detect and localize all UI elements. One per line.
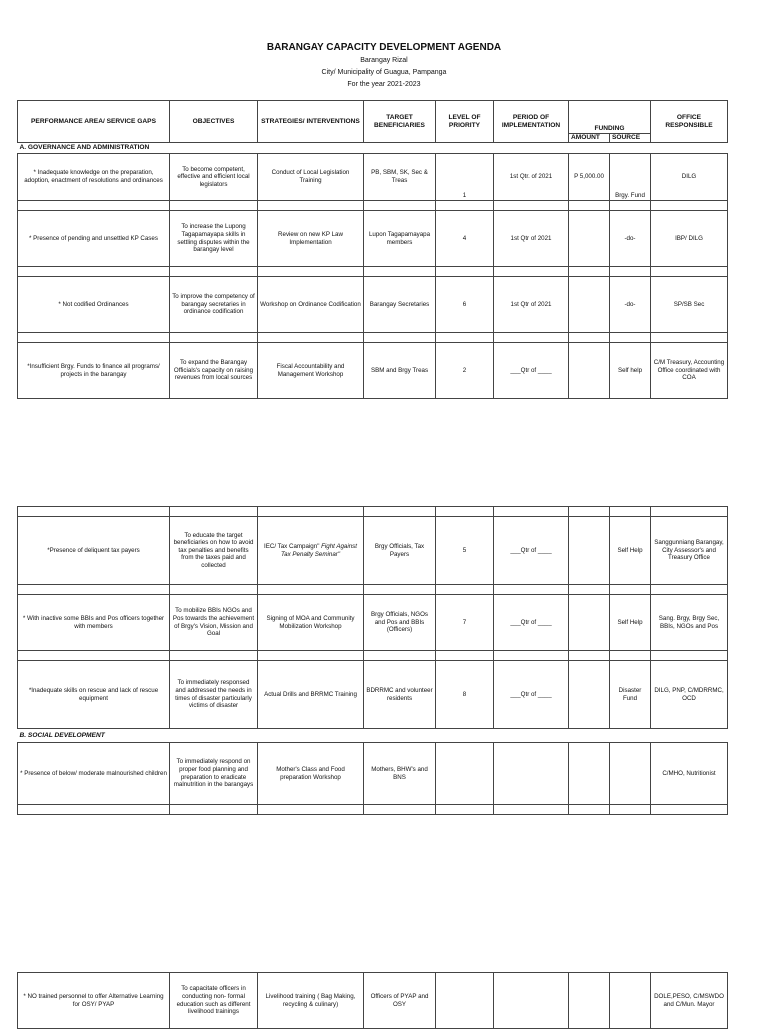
cell-office: DILG, PNP, C/MDRRMC, OCD <box>651 661 728 729</box>
cell-period: ___Qtr of ____ <box>494 517 569 585</box>
table-row <box>18 743 728 805</box>
cell-gap: * NO trained personnel to offer Alternative Learning for OSY/ PYAP <box>18 973 170 1029</box>
cell-gap: * Not codified Ordinances <box>18 277 170 333</box>
cell-office: DOLE,PESO, C/MSWDO and C/Mun. Mayor <box>651 973 728 1029</box>
cell-priority <box>436 743 494 805</box>
cell-gap: *Inadequate skills on rescue and lack of rescue equipment <box>18 661 170 729</box>
spacer-row <box>18 267 728 277</box>
cell-source <box>610 743 651 805</box>
cell-priority: 6 <box>436 277 494 333</box>
cell-period: 1st Qtr of 2021 <box>494 211 569 267</box>
cell-objective: To educate the target beneficiaries on how to avoid tax penalties and benefits from the taxes paid and collected <box>170 517 258 585</box>
cell-amount <box>569 517 610 585</box>
cell-priority: 4 <box>436 211 494 267</box>
section-row <box>18 729 728 743</box>
cell-amount <box>569 661 610 729</box>
cell-amount <box>569 743 610 805</box>
table-row <box>18 517 728 585</box>
agenda-table-3 <box>17 972 728 1029</box>
cell-objective: To become competent, effective and efficient local legislators <box>170 154 258 201</box>
cell-source: Self Help <box>610 595 651 651</box>
cell-objective: To immediately responsed and addressed the needs in times of disaster particularly victims of disaster <box>170 661 258 729</box>
cell-amount <box>569 595 610 651</box>
cell-strategy: Livelihood training ( Bag Making, recycling & culinary) <box>258 973 364 1029</box>
cell-gap: * Inadequate knowledge on the preparation, adoption, enactment of resolutions and ordinances <box>18 154 170 201</box>
col-target: TARGET BENEFICIARIES <box>364 101 436 143</box>
table-row <box>18 595 728 651</box>
cell-objective: To mobilize BBIs NGOs and Pos towards the achievement of Brgy's Vision, Mission and Goal <box>170 595 258 651</box>
cell-objective: To increase the Lupong Tagapamayapa skills in settling disputes within the barangay level <box>170 211 258 267</box>
cell-priority <box>436 973 494 1029</box>
strategy-text: IEC/ Tax Campaign" <box>264 542 322 550</box>
cell-strategy: Signing of MOA and Community Mobilization Workshop <box>258 595 364 651</box>
cell-gap: *Presence of deliquent tax payers <box>18 517 170 585</box>
cell-strategy <box>258 517 364 585</box>
cell-gap: * With inactive some BBIs and Pos officers together with members <box>18 595 170 651</box>
barangay-name: Barangay Rizal <box>360 57 408 64</box>
city-name: City/ Municipality of Guagua, Pampanga <box>321 69 447 76</box>
spacer-row <box>18 507 728 517</box>
cell-office: Sanggunniang Barangay, City Assessor's and Treasury Office <box>651 517 728 585</box>
cell-office: Sang. Brgy, Brgy Sec, BBIs, NGOs and Pos <box>651 595 728 651</box>
cell-priority: 2 <box>436 343 494 399</box>
cell-office: SP/SB Sec <box>651 277 728 333</box>
col-period: PERIOD OF IMPLEMENTATION <box>494 101 569 143</box>
section-row <box>18 143 728 154</box>
cell-strategy: Conduct of Local Legislation Training <box>258 154 364 201</box>
table-row <box>18 343 728 399</box>
cell-target: Brgy Officials, NGOs and Pos and BBIs (Officers) <box>364 595 436 651</box>
cell-objective: To expand the Barangay Officials's capacity on raising revenues from local sources <box>170 343 258 399</box>
col-objectives: OBJECTIVES <box>170 101 258 143</box>
spacer-row <box>18 651 728 661</box>
cell-priority: 8 <box>436 661 494 729</box>
cell-strategy: Fiscal Accountability and Management Workshop <box>258 343 364 399</box>
cell-period <box>494 973 569 1029</box>
plan-year: For the year 2021-2023 <box>347 81 421 88</box>
cell-gap: * Presence of below/ moderate malnourished children <box>18 743 170 805</box>
document-title: BARANGAY CAPACITY DEVELOPMENT AGENDA <box>266 42 502 53</box>
cell-office: IBP/ DILG <box>651 211 728 267</box>
cell-strategy: Mother's Class and Food preparation Workshop <box>258 743 364 805</box>
spacer-row <box>18 201 728 211</box>
header-row <box>18 101 728 134</box>
col-strategies: STRATEGIES/ INTERVENTIONS <box>258 101 364 143</box>
cell-target: BDRRMC and volunteer residents <box>364 661 436 729</box>
spacer-row <box>18 805 728 815</box>
table-row <box>18 154 728 201</box>
col-funding: FUNDING <box>569 101 651 134</box>
cell-source: Self help <box>610 343 651 399</box>
cell-amount <box>569 277 610 333</box>
cell-strategy: Workshop on Ordinance Codification <box>258 277 364 333</box>
cell-strategy: Review on new KP Law Implementation <box>258 211 364 267</box>
cell-source: Self Help <box>610 517 651 585</box>
cell-source: Disaster Fund <box>610 661 651 729</box>
cell-priority: 7 <box>436 595 494 651</box>
cell-period: 1st Qtr of 2021 <box>494 277 569 333</box>
cell-source <box>610 973 651 1029</box>
cell-period: ___Qtr of ____ <box>494 661 569 729</box>
cell-target: Officers of PYAP and OSY <box>364 973 436 1029</box>
cell-gap: *Insufficient Brgy. Funds to finance all programs/ projects in the barangay <box>18 343 170 399</box>
cell-amount: P 5,000.00 <box>569 154 610 201</box>
cell-target: Brgy Officials, Tax Payers <box>364 517 436 585</box>
cell-priority: 5 <box>436 517 494 585</box>
agenda-table-1 <box>17 100 728 399</box>
col-priority: LEVEL OF PRIORITY <box>436 101 494 143</box>
cell-target: SBM and Brgy Treas <box>364 343 436 399</box>
cell-amount <box>569 973 610 1029</box>
cell-target: Barangay Secretaries <box>364 277 436 333</box>
cell-target: Mothers, BHW's and BNS <box>364 743 436 805</box>
cell-period: ___Qtr of ____ <box>494 343 569 399</box>
col-source: SOURCE <box>610 134 651 143</box>
table-row <box>18 661 728 729</box>
section-governance: A. GOVERNANCE AND ADMINISTRATION <box>19 144 150 152</box>
cell-office: DILG <box>651 154 728 201</box>
cell-office: C/M Treasury, Accounting Office coordinated with COA <box>651 343 728 399</box>
cell-amount <box>569 211 610 267</box>
cell-source: -do- <box>610 277 651 333</box>
col-office: OFFICE RESPONSIBLE <box>651 101 728 143</box>
cell-objective: To capacitate officers in conducting non- formal education such as different livelihood trainings <box>170 973 258 1029</box>
cell-period: ___Qtr of ____ <box>494 595 569 651</box>
cell-period: 1st Qtr. of 2021 <box>494 154 569 201</box>
table-row <box>18 211 728 267</box>
cell-period <box>494 743 569 805</box>
cell-strategy: Actual Drills and BRRMC Training <box>258 661 364 729</box>
table-row <box>18 277 728 333</box>
cell-priority: 1 <box>436 154 494 201</box>
cell-target: Lupon Tagapamayapa members <box>364 211 436 267</box>
section-social: B. SOCIAL DEVELOPMENT <box>19 731 105 739</box>
col-performance: PERFORMANCE AREA/ SERVICE GAPS <box>18 101 170 143</box>
cell-objective: To improve the competency of barangay secretaries in ordinance codification <box>170 277 258 333</box>
cell-gap: * Presence of pending and unsettled KP Cases <box>18 211 170 267</box>
strategy-text-italic: Fight Against Tax Penalty Seminar" <box>280 542 357 558</box>
agenda-table-2 <box>17 506 728 815</box>
cell-target: PB, SBM, SK, Sec & Treas <box>364 154 436 201</box>
cell-source: -do- <box>610 211 651 267</box>
spacer-row <box>18 333 728 343</box>
cell-amount <box>569 343 610 399</box>
cell-objective: To immediately respond on proper food planning and preparation to eradicate malnutrition in the barangays <box>170 743 258 805</box>
col-amount: AMOUNT <box>569 134 610 143</box>
table-row <box>18 973 728 1029</box>
spacer-row <box>18 585 728 595</box>
cell-source: Brgy. Fund <box>610 154 651 201</box>
cell-office: C/MHO, Nutritionist <box>651 743 728 805</box>
